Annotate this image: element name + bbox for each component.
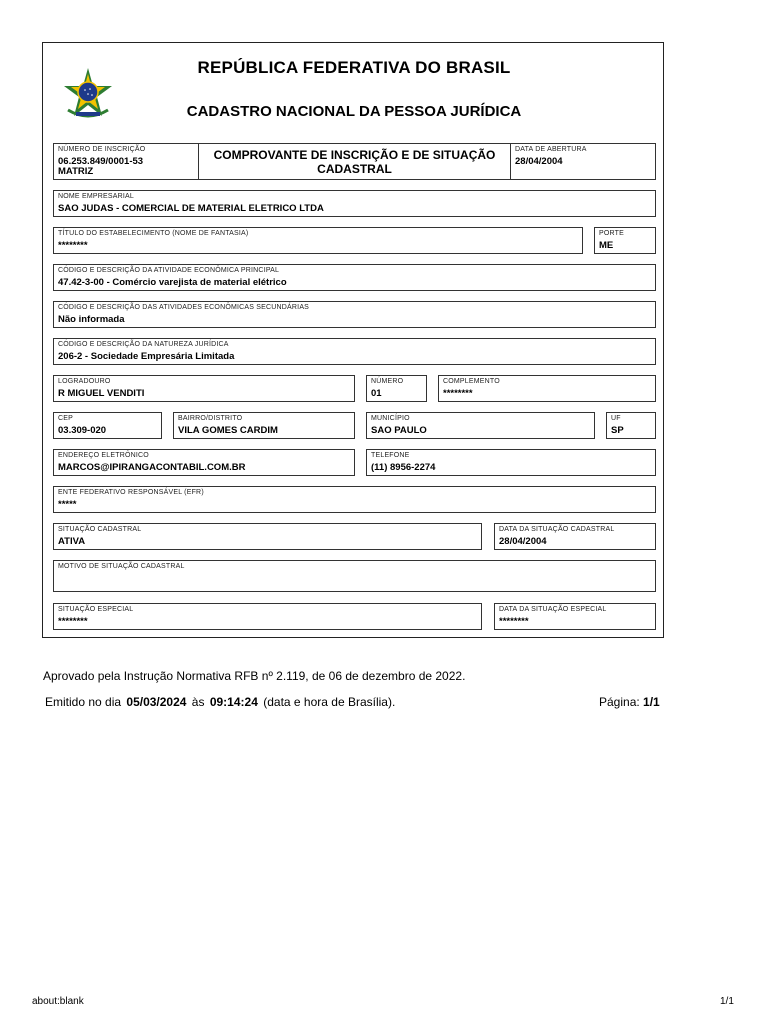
bairro-value: VILA GOMES CARDIM xyxy=(178,425,278,436)
municipio-label: MUNICÍPIO xyxy=(371,415,410,422)
data-situacao-especial-box xyxy=(494,603,656,630)
atividade-principal-label: CÓDIGO E DESCRIÇÃO DA ATIVIDADE ECONÔMICA PRINCIPAL xyxy=(58,267,280,274)
emitido-hora: 09:14:24 xyxy=(209,695,258,709)
numero-box xyxy=(366,375,427,402)
efr-label: ENTE FEDERATIVO RESPONSÁVEL (EFR) xyxy=(58,489,204,496)
comprovante-title-line2: CADASTRAL xyxy=(317,162,392,176)
data-situacao-box xyxy=(494,523,656,550)
atividades-secundarias-label: CÓDIGO E DESCRIÇÃO DAS ATIVIDADES ECONÔMICAS SECUNDÁRIAS xyxy=(58,304,310,311)
comprovante-box xyxy=(198,143,511,180)
email-label: ENDEREÇO ELETRÔNICO xyxy=(58,452,149,459)
natureza-juridica-box xyxy=(53,338,656,365)
complemento-label: COMPLEMENTO xyxy=(443,378,500,385)
logradouro-box xyxy=(53,375,355,402)
abertura-value: 28/04/2004 xyxy=(515,156,563,167)
numero-value: 01 xyxy=(371,388,382,399)
situacao-label: SITUAÇÃO CADASTRAL xyxy=(58,526,142,533)
porte-value: ME xyxy=(599,240,614,251)
aprovado-text: Aprovado pela Instrução Normativa RFB nº 2.119, de 06 de dezembro de 2022. xyxy=(43,669,466,683)
page-subtitle: CADASTRO NACIONAL DA PESSOA JURÍDICA xyxy=(186,103,522,120)
page-title: REPÚBLICA FEDERATIVA DO BRASIL xyxy=(197,58,511,77)
emitido-data: 05/03/2024 xyxy=(126,695,187,709)
numero-label: NÚMERO xyxy=(371,378,404,385)
emitido-as: às xyxy=(191,695,205,709)
data-situacao-value: 28/04/2004 xyxy=(499,536,547,547)
pagina-value: 1/1 xyxy=(643,695,660,709)
porte-label: PORTE xyxy=(599,230,624,237)
natureza-juridica-value: 206-2 - Sociedade Empresária Limitada xyxy=(58,351,235,362)
situacao-especial-label: SITUAÇÃO ESPECIAL xyxy=(58,606,134,613)
nome-empresarial-value: SAO JUDAS - COMERCIAL DE MATERIAL ELETRICO LTDA xyxy=(58,203,324,214)
uf-box xyxy=(606,412,656,439)
fantasia-box xyxy=(53,227,583,254)
data-situacao-especial-label: DATA DA SITUAÇÃO ESPECIAL xyxy=(499,606,607,613)
abertura-label: DATA DE ABERTURA xyxy=(515,146,587,153)
uf-label: UF xyxy=(611,415,621,422)
nome-empresarial-label: NOME EMPRESARIAL xyxy=(58,193,134,200)
motivo-box xyxy=(53,560,656,592)
complemento-value: ******** xyxy=(443,388,473,399)
efr-box xyxy=(53,486,656,513)
inscricao-tipo: MATRIZ xyxy=(58,166,94,177)
emitido-suffix: (data e hora de Brasília). xyxy=(263,695,396,709)
nome-empresarial-box xyxy=(53,190,656,217)
complemento-box xyxy=(438,375,656,402)
pagina-indicator xyxy=(599,695,660,709)
cep-value: 03.309-020 xyxy=(58,425,107,436)
situacao-especial-value: ******** xyxy=(58,616,88,627)
atividade-principal-value: 47.42-3-00 - Comércio varejista de material elétrico xyxy=(58,277,287,288)
cep-label: CEP xyxy=(58,415,73,422)
municipio-box xyxy=(366,412,595,439)
telefone-value: (11) 8956-2274 xyxy=(371,462,436,473)
motivo-label: MOTIVO DE SITUAÇÃO CADASTRAL xyxy=(58,563,185,570)
emitido-prefix: Emitido no dia xyxy=(45,695,122,709)
email-value: MARCOS@IPIRANGACONTABIL.COM.BR xyxy=(58,462,246,473)
bairro-box xyxy=(173,412,355,439)
emitido-line xyxy=(45,695,395,709)
porte-box xyxy=(594,227,656,254)
natureza-juridica-label: CÓDIGO E DESCRIÇÃO DA NATUREZA JURÍDICA xyxy=(58,341,229,348)
efr-value: ***** xyxy=(58,499,77,510)
data-situacao-label: DATA DA SITUAÇÃO CADASTRAL xyxy=(499,526,615,533)
logradouro-label: LOGRADOURO xyxy=(58,378,111,385)
situacao-value: ATIVA xyxy=(58,536,86,547)
logradouro-value: R MIGUEL VENDITI xyxy=(58,388,145,399)
inscricao-label: NÚMERO DE INSCRIÇÃO xyxy=(58,146,146,153)
inscricao-numero: 06.253.849/0001-53 xyxy=(58,156,144,167)
abertura-box xyxy=(510,143,656,180)
browser-page-count: 1/1 xyxy=(720,996,734,1007)
uf-value: SP xyxy=(611,425,624,436)
fantasia-label: TÍTULO DO ESTABELECIMENTO (NOME DE FANTASIA) xyxy=(58,230,249,237)
telefone-label: TELEFONE xyxy=(371,452,410,459)
cep-box xyxy=(53,412,162,439)
atividades-secundarias-box xyxy=(53,301,656,328)
pagina-label: Página: xyxy=(599,695,640,709)
municipio-value: SAO PAULO xyxy=(371,425,427,436)
fantasia-value: ******** xyxy=(58,240,88,251)
telefone-box xyxy=(366,449,656,476)
browser-url: about:blank xyxy=(32,996,84,1007)
situacao-box xyxy=(53,523,482,550)
atividade-principal-box xyxy=(53,264,656,291)
email-box xyxy=(53,449,355,476)
atividades-secundarias-value: Não informada xyxy=(58,314,125,325)
inscricao-box xyxy=(53,143,199,180)
bairro-label: BAIRRO/DISTRITO xyxy=(178,415,243,422)
comprovante-title-line1: COMPROVANTE DE INSCRIÇÃO E DE SITUAÇÃO xyxy=(213,148,496,162)
situacao-especial-box xyxy=(53,603,482,630)
data-situacao-especial-value: ******** xyxy=(499,616,529,627)
